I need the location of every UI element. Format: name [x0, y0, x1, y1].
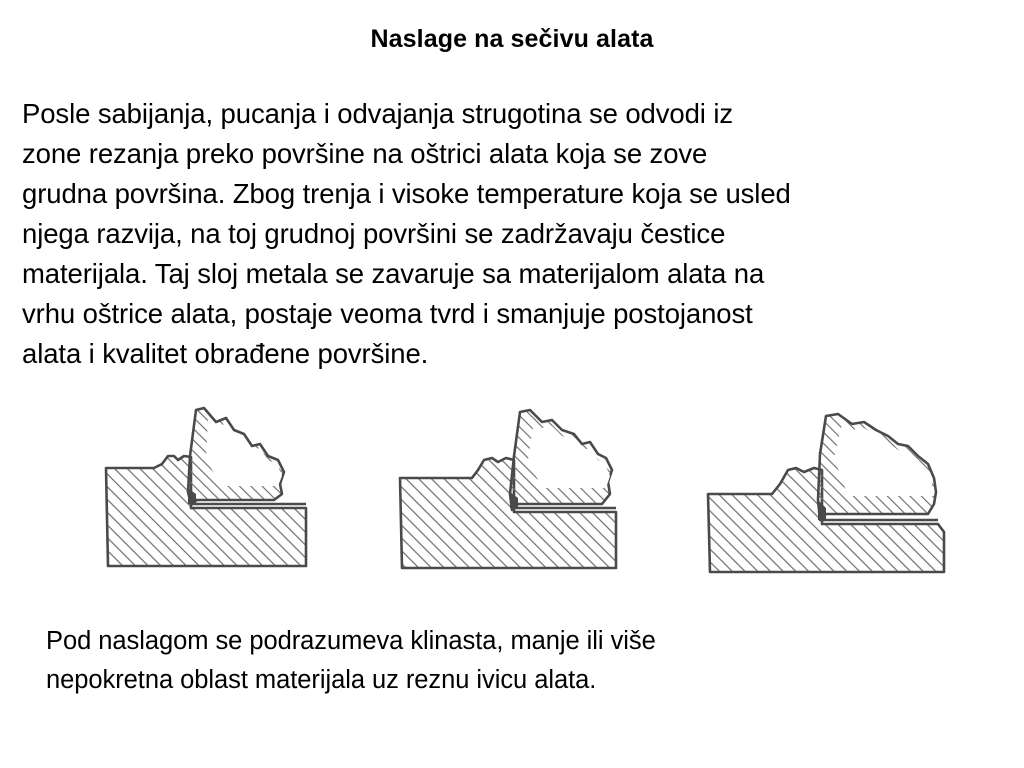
tool-and-built-up-edge — [188, 408, 284, 504]
diagram-row — [0, 396, 1024, 591]
footer-line: nepokretna oblast materijala uz reznu ivicu alata. — [46, 666, 597, 694]
tool-and-built-up-edge — [510, 410, 612, 510]
page-title: Naslage na sečivu alata — [370, 25, 654, 53]
footer-line: Pod naslagom se podrazumeva klinasta, manje ili više — [46, 627, 656, 655]
body-line: alata i kvalitet obrađene površine. — [22, 338, 429, 369]
body-line: njega razvija, na toj grudnoj površini se zadržavaju čestice — [22, 218, 726, 249]
diagram-built-up-edge-stage-1 — [92, 396, 332, 586]
body-line: grudna površina. Zbog trenja i visoke temperature koja se usled — [22, 178, 791, 209]
body-line: materijala. Taj sloj metala se zavaruje sa materijalom alata na — [22, 258, 765, 289]
body-line: vrhu oštrice alata, postaje veoma tvrd i smanjuje postojanost — [22, 298, 753, 329]
body-paragraph — [22, 94, 1000, 374]
body-line: Posle sabijanja, pucanja i odvajanja strugotina se odvodi iz — [22, 98, 733, 129]
footer-paragraph — [46, 622, 986, 700]
diagram-built-up-edge-stage-2 — [386, 396, 636, 586]
diagram-built-up-edge-stage-3 — [696, 396, 956, 586]
body-line: zone rezanja preko površine na oštrici alata koja se zove — [22, 138, 708, 169]
tool-and-built-up-edge — [818, 414, 936, 520]
